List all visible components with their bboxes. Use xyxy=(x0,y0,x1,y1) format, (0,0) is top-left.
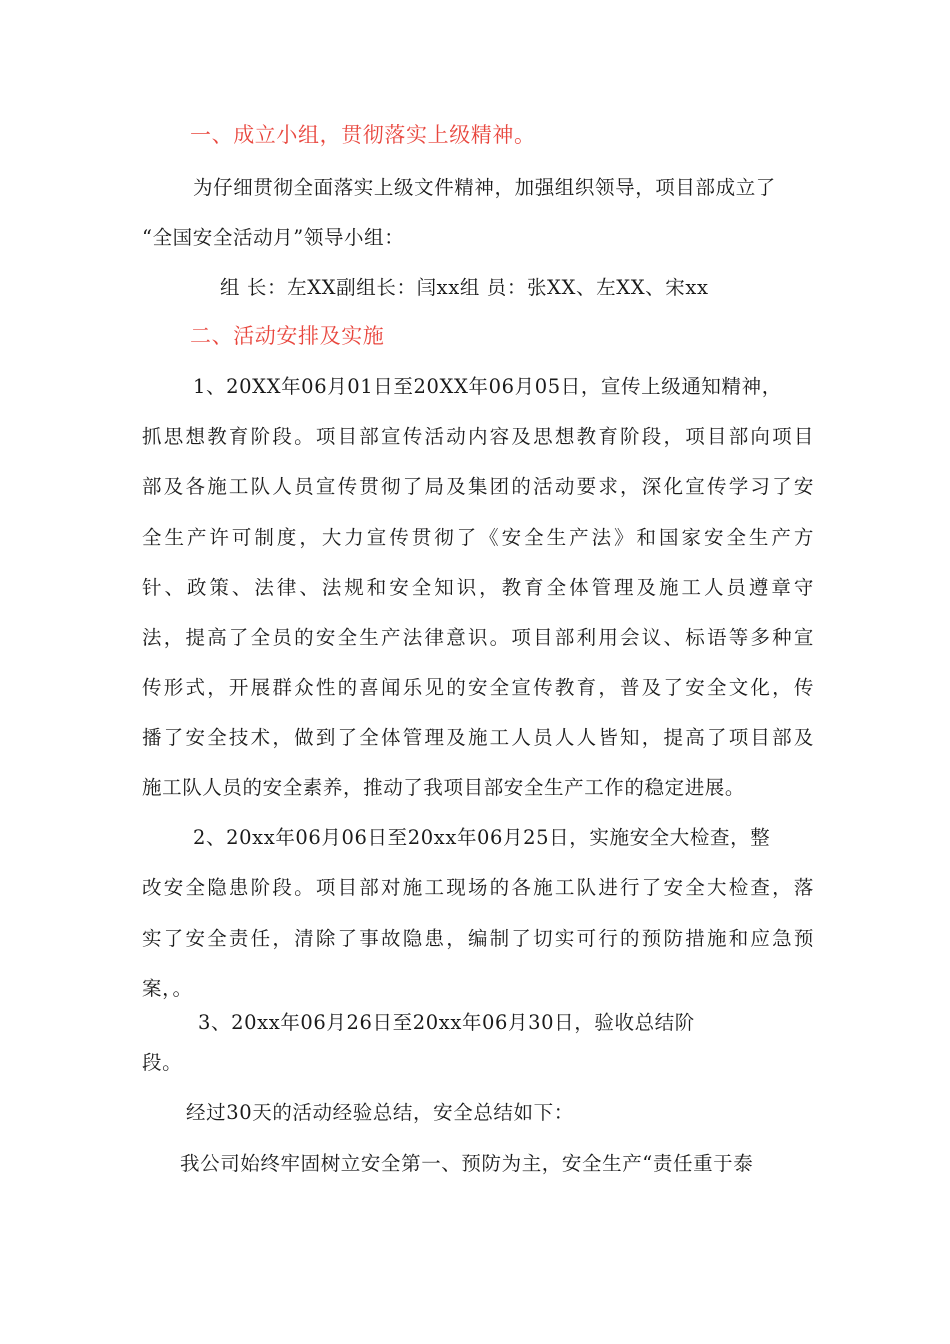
paragraph-line: 段。 xyxy=(142,1051,183,1074)
paragraph-line: 实了安全责任，清除了事故隐患，编制了切实可行的预防措施和应急预 xyxy=(142,927,814,950)
paragraph-line: 案，。 xyxy=(142,977,193,1000)
paragraph-line: 为仔细贯彻全面落实上级文件精神，加强组织领导，项目部成立了 xyxy=(193,176,776,199)
section-heading-1: 一、成立小组，贯彻落实上级精神。 xyxy=(190,123,536,147)
section-heading-2: 二、活动安排及实施 xyxy=(190,324,385,348)
team-members-line: 组 长：左XX副组长：闫xx组 员：张XX、左XX、宋xx xyxy=(220,276,709,299)
paragraph-line: 全生产许可制度，大力宣传贯彻了《安全生产法》和国家安全生产方 xyxy=(142,526,814,549)
paragraph-line: 经过30天的活动经验总结，安全总结如下： xyxy=(186,1101,574,1124)
paragraph-line: 播了安全技术，做到了全体管理及施工人员人人皆知，提高了项目部及 xyxy=(142,726,814,749)
paragraph-line: 针、政策、法律、法规和安全知识，教育全体管理及施工人员遵章守 xyxy=(142,576,814,599)
paragraph-line: 我公司始终牢固树立安全第一、预防为主，安全生产“责任重于泰 xyxy=(180,1152,754,1175)
paragraph-line: 抓思想教育阶段。项目部宣传活动内容及思想教育阶段，项目部向项目 xyxy=(142,425,814,448)
paragraph-line: 部及各施工队人员宣传贯彻了局及集团的活动要求，深化宣传学习了安 xyxy=(142,475,814,498)
paragraph-line: 施工队人员的安全素养，推动了我项目部安全生产工作的稳定进展。 xyxy=(142,776,746,799)
paragraph-line: “全国安全活动月”领导小组： xyxy=(142,226,405,249)
paragraph-line: 1、20XX年06月01日至20XX年06月05日，宣传上级通知精神， xyxy=(193,375,782,398)
paragraph-line: 传形式，开展群众性的喜闻乐见的安全宣传教育，普及了安全文化，传 xyxy=(142,676,814,699)
paragraph-line: 2、20xx年06月06日至20xx年06月25日，实施安全大检查，整 xyxy=(193,826,771,849)
paragraph-line: 法，提高了全员的安全生产法律意识。项目部利用会议、标语等多种宣 xyxy=(142,626,814,649)
paragraph-line: 3、20xx年06月26日至20xx年06月30日，验收总结阶 xyxy=(198,1011,695,1034)
paragraph-line: 改安全隐患阶段。项目部对施工现场的各施工队进行了安全大检查，落 xyxy=(142,876,814,899)
